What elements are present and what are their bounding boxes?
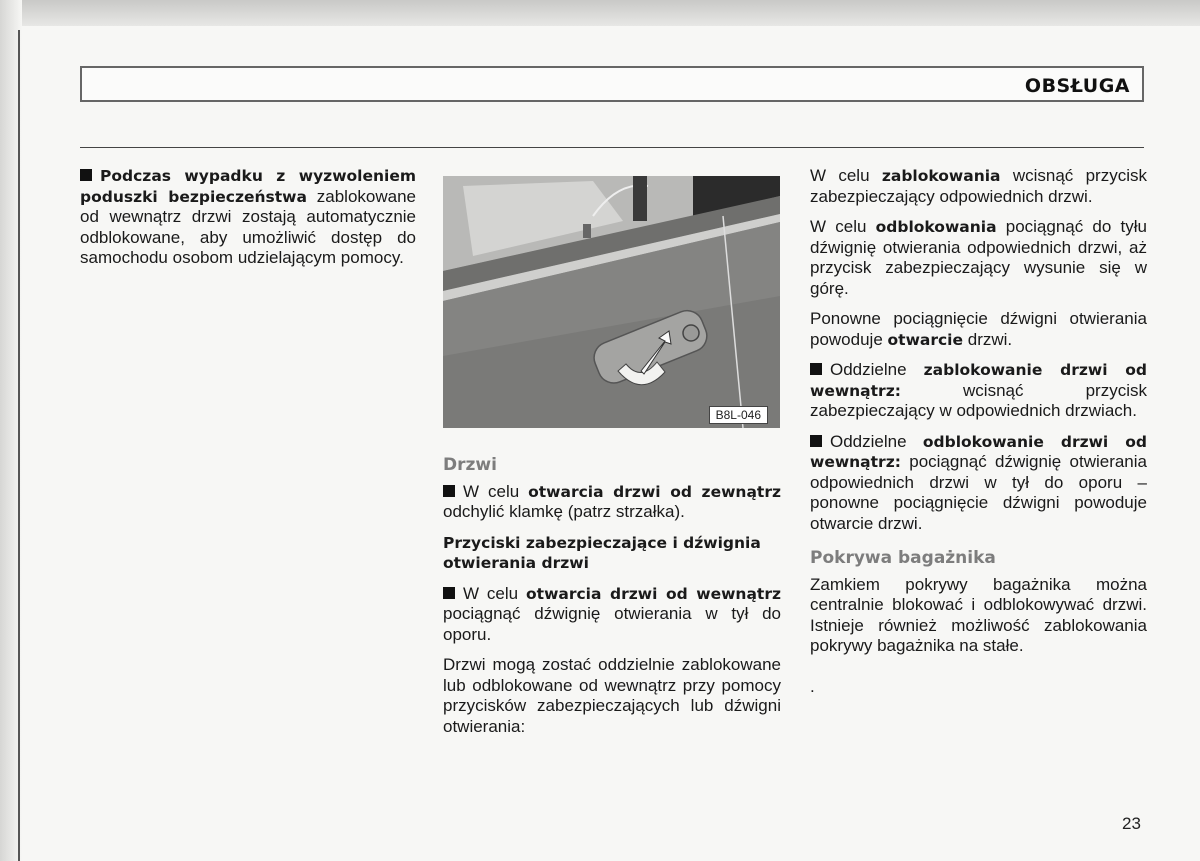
bold-fragment: zablokowania (881, 167, 1001, 185)
bold-fragment: otwarcia drzwi od zewnątrz (528, 482, 781, 501)
door-handle-photo (443, 176, 780, 428)
left-column (80, 166, 416, 279)
bullet-icon (810, 435, 822, 447)
bullet-icon (443, 587, 455, 599)
interior-open-paragraph (443, 584, 781, 646)
bold-fragment: odblokowania (875, 218, 997, 236)
bold-fragment: otwarcie (887, 330, 964, 349)
text-fragment: odchylić klamkę (patrz strzałka). (443, 502, 685, 521)
stray-dot: . (810, 676, 815, 696)
text-fragment: Oddzielne (830, 360, 924, 379)
bullet-icon (443, 485, 455, 497)
text-fragment: W celu (810, 166, 882, 185)
bullet-icon (810, 363, 822, 375)
figure-label: B8L-046 (709, 406, 768, 424)
reopen-paragraph (810, 309, 1147, 350)
separate-lock-paragraph (810, 360, 1147, 422)
text-fragment: Ponowne pociągnięcie dźwigni otwierania powoduje (810, 309, 1147, 349)
spine-line (18, 30, 20, 861)
text-fragment: drzwi. (963, 329, 1013, 349)
page-number: 23 (1122, 814, 1141, 833)
text-fragment: pociągnąć do tyłu dźwignię otwierania odpowiednich drzwi, aż przycisk zabezpieczający wysunie się w górę. (810, 217, 1147, 298)
trunk-heading: Pokrywa bagażnika (810, 548, 996, 568)
bold-fragment: otwarcia drzwi od wewnątrz (526, 584, 781, 603)
text-fragment: Oddzielne (830, 431, 923, 451)
header-box (80, 66, 1144, 102)
right-column (810, 166, 1147, 707)
text-fragment: W celu (463, 481, 529, 501)
text-fragment: W celu (463, 583, 527, 603)
text-fragment: pociągnąć dźwignię otwierania w tył do oporu. (443, 604, 781, 644)
page-title: OBSŁUGA (1024, 75, 1130, 97)
airbag-bold: Podczas wypadku z wyzwoleniem poduszki bezpieczeństwa (80, 167, 416, 206)
unlock-paragraph (810, 217, 1147, 299)
bold-fragment: zablokowanie drzwi od wewnątrz: (810, 361, 1147, 400)
doors-heading: Drzwi (443, 455, 497, 475)
scan-top-strip (0, 0, 1200, 26)
lock-paragraph (810, 166, 1147, 207)
separate-lock-paragraph: Drzwi mogą zostać oddzielnie zablokowane lub odblokowane od wewnątrz przy pomocy przycisków zabezpieczających lub dźwigni otwierania: (443, 655, 781, 736)
airbag-text: zablokowane od wewnątrz drzwi zostają automatycznie odblokowane, aby umożliwić dostęp do samochodu osobom udzielającym pomocy. (80, 186, 416, 267)
header-rule (80, 147, 1144, 148)
airbag-paragraph (80, 166, 416, 269)
text-fragment: wcisnąć przycisk zabezpieczający w odpowiednich drzwiach. (810, 380, 1147, 420)
separate-unlock-paragraph (810, 432, 1147, 535)
trunk-paragraph: Zamkiem pokrywy bagażnika można centralnie blokować i odblokowywać drzwi. Istnieje również możliwość zablokowania pokrywy bagażnika na stałe. (810, 574, 1147, 655)
text-fragment: W celu (810, 217, 876, 236)
exterior-open-paragraph (443, 482, 781, 523)
bullet-icon (80, 169, 92, 181)
text-fragment: pociągnąć dźwignię otwierania odpowiednich drzwi w tył do oporu – ponowne pociągnięcie dźwigni powoduje otwarcie drzwi. (810, 452, 1147, 533)
door-illustration (443, 176, 780, 428)
text-fragment: wcisnąć przycisk zabezpieczający odpowiednich drzwi. (810, 166, 1147, 206)
middle-column (443, 455, 781, 747)
locks-subheading: Przyciski zabezpieczające i dźwignia otwierania drzwi (443, 533, 761, 572)
bold-fragment: odblokowanie drzwi od wewnątrz: (810, 432, 1147, 471)
